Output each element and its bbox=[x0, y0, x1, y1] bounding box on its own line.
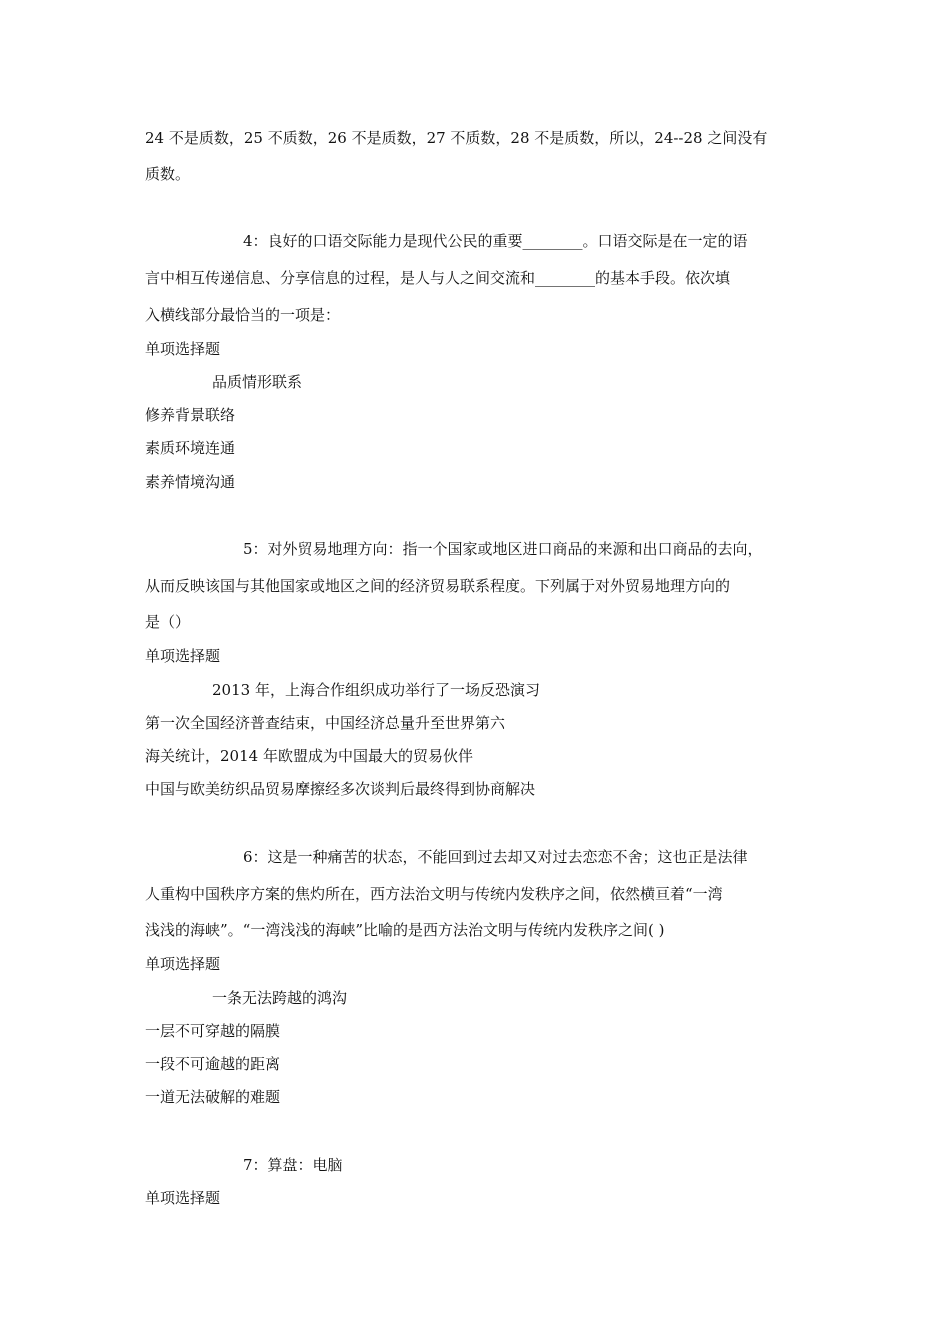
intro-line-1: 24 不是质数，25 不质数，26 不是质数，27 不质数，28 不是质数，所以，24--28 之间没有 bbox=[145, 129, 768, 147]
question-5-type: 单项选择题 bbox=[145, 647, 221, 665]
question-5-option-b: 第一次全国经济普查结束，中国经济总量升至世界第六 bbox=[145, 714, 506, 732]
question-6-option-a: 一条无法跨越的鸿沟 bbox=[212, 989, 348, 1007]
question-5-option-d: 中国与欧美纺织品贸易摩擦经多次谈判后最终得到协商解决 bbox=[145, 780, 536, 798]
question-7-line-1: 7：算盘：电脑 bbox=[243, 1156, 343, 1174]
question-6-type: 单项选择题 bbox=[145, 955, 221, 973]
question-5-option-a: 2013 年，上海合作组织成功举行了一场反恐演习 bbox=[212, 681, 540, 699]
intro-line-2: 质数。 bbox=[145, 165, 191, 183]
question-6-line-2: 人重构中国秩序方案的焦灼所在，西方法治文明与传统内发秩序之间，依然横亘着“一湾 bbox=[145, 885, 723, 903]
question-4-option-d: 素养情境沟通 bbox=[145, 473, 236, 491]
question-6-option-d: 一道无法破解的难题 bbox=[145, 1088, 281, 1106]
question-6-option-b: 一层不可穿越的隔膜 bbox=[145, 1022, 281, 1040]
question-5-line-2: 从而反映该国与其他国家或地区之间的经济贸易联系程度。下列属于对外贸易地理方向的 bbox=[145, 577, 731, 595]
question-5-option-c: 海关统计，2014 年欧盟成为中国最大的贸易伙伴 bbox=[145, 747, 473, 765]
question-6-line-3: 浅浅的海峡”。“一湾浅浅的海峡”比喻的是西方法治文明与传统内发秩序之间( ) bbox=[145, 921, 665, 939]
question-5-line-3: 是（） bbox=[145, 613, 191, 631]
question-4-option-a: 品质情形联系 bbox=[212, 373, 303, 391]
question-5-line-1: 5：对外贸易地理方向：指一个国家或地区进口商品的来源和出口商品的去向， bbox=[243, 540, 763, 558]
question-6-line-1: 6：这是一种痛苦的状态，不能回到过去却又对过去恋恋不舍；这也正是法律 bbox=[243, 848, 748, 866]
question-6-option-c: 一段不可逾越的距离 bbox=[145, 1055, 281, 1073]
question-4-option-b: 修养背景联络 bbox=[145, 406, 236, 424]
question-7-type: 单项选择题 bbox=[145, 1189, 221, 1207]
question-4-type: 单项选择题 bbox=[145, 340, 221, 358]
question-4-line-2: 言中相互传递信息、分享信息的过程，是人与人之间交流和________的基本手段。依次填 bbox=[145, 269, 731, 287]
question-4-line-3: 入横线部分最恰当的一项是： bbox=[145, 306, 341, 324]
question-4-option-c: 素质环境连通 bbox=[145, 439, 236, 457]
question-4-line-1: 4：良好的口语交际能力是现代公民的重要________。口语交际是在一定的语 bbox=[243, 232, 748, 250]
